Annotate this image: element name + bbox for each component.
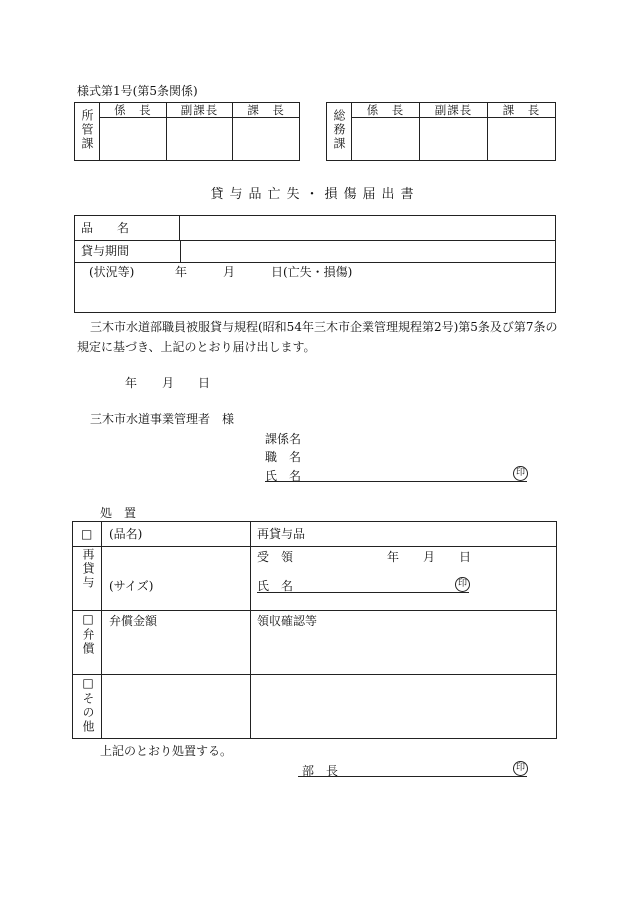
approval-right-header-1: 係 長: [352, 103, 420, 118]
status-day-label: 日(亡失・損傷): [271, 265, 353, 279]
section-label: 課係名: [265, 432, 302, 446]
checkbox-re-lend-header[interactable]: □: [81, 527, 93, 541]
re-lend-side-label: 再貸与: [81, 548, 95, 590]
approval-right-stamp-1[interactable]: [352, 118, 420, 161]
re-lend-item-label: 再貸与品: [257, 527, 306, 541]
body-text-line2: 規定に基づき、上記のとおり届け出します。: [77, 340, 316, 354]
item-name-label: 品 名: [81, 221, 130, 235]
compensation-side-label[interactable]: □弁償: [81, 612, 95, 656]
approval-right-stamp-2[interactable]: [420, 118, 488, 161]
document-title: 貸与品亡失・損傷届出書: [210, 187, 420, 202]
receipt-confirm-label: 領収確認等: [257, 614, 318, 628]
other-confirm-field[interactable]: [252, 676, 554, 736]
body-text-line1: 三木市水道部職員被服貸与規程(昭和54年三木市企業管理規程第2号)第5条及び第7条の: [90, 320, 558, 334]
name-label: 氏 名: [265, 469, 302, 483]
receipt-day-label: 日: [459, 550, 472, 564]
date-day-label: 日: [198, 376, 211, 390]
applicant-name-line[interactable]: [265, 481, 527, 482]
status-field[interactable]: [76, 282, 554, 310]
director-label: 部 長: [302, 764, 339, 778]
receipt-label: 受 領: [257, 550, 294, 564]
receipt-month-label: 月: [423, 550, 436, 564]
applicant-seal-icon: 印: [513, 466, 528, 481]
receipt-name-line[interactable]: [257, 592, 469, 593]
lend-period-field[interactable]: [181, 241, 553, 261]
director-name-line[interactable]: [298, 776, 527, 777]
approval-table-left: [74, 102, 300, 161]
lend-period-label: 貸与期間: [81, 244, 130, 258]
job-title-label: 職 名: [265, 450, 302, 464]
compensation-amount-label: 弁償金額: [109, 614, 158, 628]
approval-left-side-label: 所管課: [75, 103, 100, 161]
approval-table-right: [326, 102, 556, 161]
addressee: 三木市水道事業管理者 様: [90, 412, 235, 426]
receipt-year-label: 年: [387, 550, 400, 564]
approval-left-stamp-1[interactable]: [100, 118, 167, 161]
approval-right-header-3: 課 長: [488, 103, 556, 118]
item-name-header: (品名): [109, 527, 143, 541]
status-label: (状況等): [89, 265, 135, 279]
other-detail-field[interactable]: [103, 676, 249, 736]
receipt-name-label: 氏 名: [257, 579, 294, 593]
approval-right-header-2: 副課長: [420, 103, 488, 118]
approval-right-stamp-3[interactable]: [488, 118, 556, 161]
disposition-table: [72, 521, 557, 739]
director-seal-icon: 印: [513, 761, 528, 776]
approval-left-stamp-3[interactable]: [233, 118, 300, 161]
disposition-heading: 処 置: [100, 506, 137, 520]
approval-left-header-2: 副課長: [166, 103, 233, 118]
item-table: [74, 215, 556, 313]
status-year-label: 年: [175, 265, 188, 279]
closing-text: 上記のとおり処置する。: [100, 744, 233, 758]
approval-right-side-label: 総務課: [327, 103, 352, 161]
approval-left-header-1: 係 長: [100, 103, 167, 118]
approval-left-stamp-2[interactable]: [166, 118, 233, 161]
size-label: (サイズ): [109, 579, 154, 593]
status-month-label: 月: [223, 265, 236, 279]
receipt-seal-icon: 印: [455, 577, 470, 592]
item-name-field[interactable]: [181, 217, 553, 239]
form-number: 様式第1号(第5条関係): [77, 84, 198, 98]
approval-left-header-3: 課 長: [233, 103, 300, 118]
date-month-label: 月: [162, 376, 175, 390]
date-year-label: 年: [125, 376, 138, 390]
other-side-label[interactable]: □その他: [81, 676, 95, 734]
